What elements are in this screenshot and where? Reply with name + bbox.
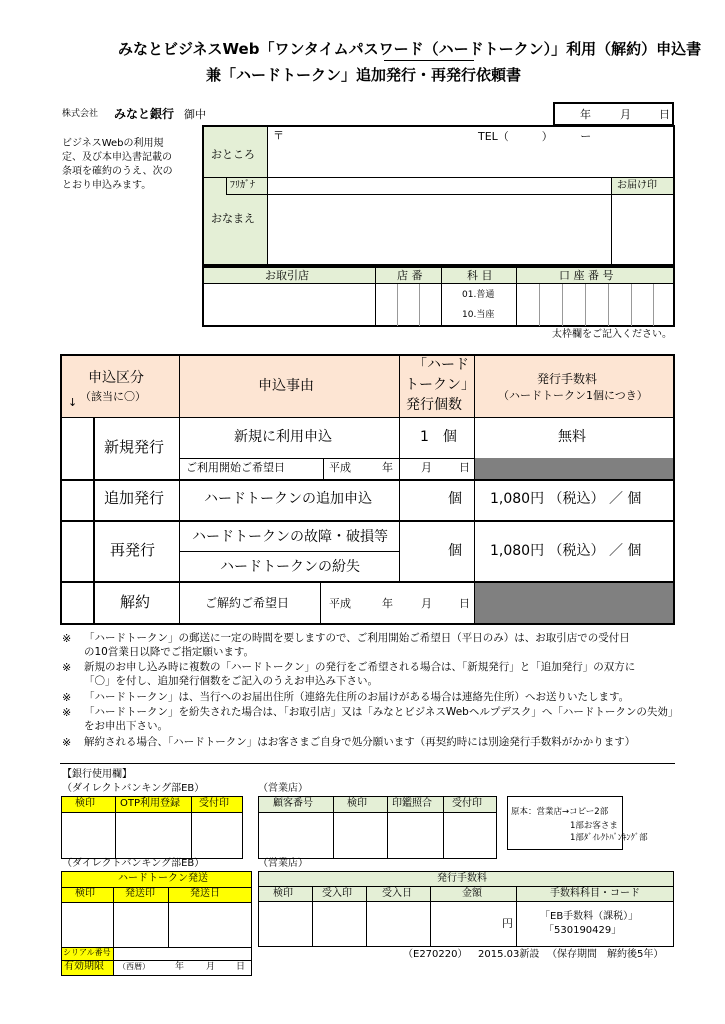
- expiry-year: 年: [175, 962, 185, 972]
- checkbox-add[interactable]: [63, 483, 91, 519]
- new-reason: 新規に利用申込: [234, 429, 332, 445]
- cancel-year: 年: [382, 597, 393, 610]
- dept2-col-ship-date: 発送日: [190, 888, 220, 899]
- fee-col-receive-seal: 受入印: [322, 888, 352, 899]
- retention: （保存期間 解約後5年）: [547, 949, 664, 960]
- reissue-reason-damage: ハードトークンの故障・破損等: [192, 529, 388, 545]
- subject-option-current[interactable]: 10.当座: [462, 310, 495, 320]
- cancel-month: 月: [421, 597, 432, 610]
- date-field[interactable]: [553, 102, 674, 126]
- routing-line2: 1部お客さま: [570, 821, 618, 831]
- branch2-label: （営業店）: [258, 858, 308, 869]
- account-no-label: 口 座 番 号: [559, 269, 614, 282]
- start-date-label: ご利用開始ご希望日: [186, 461, 285, 474]
- reissue-count-input[interactable]: [402, 524, 446, 580]
- cancel-day: 日: [459, 597, 470, 610]
- furigana-input[interactable]: [270, 179, 608, 193]
- name-input[interactable]: [270, 196, 608, 264]
- branch1-col-inspect: 検印: [347, 798, 367, 809]
- address-label: おところ: [211, 148, 255, 161]
- checkbox-cancel[interactable]: [63, 585, 91, 623]
- serial-label: シリアル番号: [63, 948, 111, 957]
- checkbox-reissue[interactable]: [63, 524, 91, 580]
- fee-item-code: 「530190429」: [544, 925, 622, 936]
- fee-item-name: 「EB手数料（課税）」: [540, 911, 639, 922]
- established: 2015.03新設: [478, 949, 540, 960]
- branch1-label: （営業店）: [258, 783, 308, 794]
- dept1-col-inspect: 検印: [75, 798, 95, 809]
- add-count-unit: 個: [448, 491, 462, 507]
- date-day-label: 日: [659, 108, 670, 121]
- fee-col-item-code: 手数料科目・コード: [550, 888, 640, 899]
- date-month-label: 月: [620, 108, 631, 121]
- dept1-col-otp: OTP利用登録: [120, 798, 181, 809]
- checkbox-new[interactable]: [63, 420, 91, 478]
- bank-use-title: 【銀行使用欄】: [62, 769, 132, 780]
- new-fee: 無料: [558, 429, 586, 445]
- fee-header-sub: （ハードトークン1個につき）: [498, 389, 648, 402]
- divider: [60, 763, 675, 764]
- start-year: 年: [382, 461, 393, 474]
- branch1-col-receipt: 受付印: [452, 798, 482, 809]
- reissue-count-unit: 個: [448, 543, 462, 559]
- routing-line3: 1部ﾀﾞｲﾚｸﾄﾊﾞﾝｷﾝｸﾞ部: [570, 833, 648, 843]
- bank-name: みなと銀行: [114, 107, 175, 121]
- title-underline: [384, 60, 474, 61]
- form-code: （E270220）: [403, 949, 468, 960]
- form-title-line2: 兼「ハードトークン」追加発行・再発行依頼書: [206, 66, 522, 84]
- required-note: 太枠欄をご記入ください。: [552, 329, 672, 340]
- seal-area[interactable]: [613, 196, 673, 264]
- reissue-reason-loss: ハードトークンの紛失: [220, 559, 360, 575]
- dept2-col-inspect: 検印: [75, 888, 95, 899]
- furigana-label: ﾌﾘｶﾞﾅ: [230, 180, 255, 191]
- dept1-label: （ダイレクトバンキング部EB）: [62, 783, 205, 794]
- add-fee: 1,080円 （税込） ／ 個: [490, 491, 642, 507]
- new-label: 新規発行: [104, 438, 165, 456]
- form-title-line1: みなとビジネスWeb「ワンタイムパスワード（ハードトークン）」利用（解約）申込書: [118, 40, 702, 58]
- category-header: 申込区分: [88, 370, 144, 386]
- name-label: おなまえ: [211, 212, 255, 225]
- count-header-3: 発行個数: [406, 397, 462, 413]
- seal-label: お届け印: [617, 180, 657, 191]
- subject-label: 科 目: [467, 269, 493, 282]
- fee-table-title: 発行手数料: [437, 873, 487, 884]
- expiry-label: 有効期限: [64, 961, 104, 972]
- tel-label: TEL（ ） ー: [478, 130, 592, 143]
- down-arrow-icon: ↓: [68, 396, 78, 409]
- reissue-fee: 1,080円 （税込） ／ 個: [490, 543, 642, 559]
- company-prefix: 株式会社: [62, 109, 99, 119]
- category-header-sub: （該当に〇）: [80, 390, 146, 403]
- expiry-day: 日: [236, 962, 246, 972]
- fee-col-receive-date: 受入日: [382, 888, 412, 899]
- expiry-era: （西暦）: [118, 962, 150, 971]
- dept2-label: （ダイレクトバンキング部EB）: [62, 858, 205, 869]
- postal-mark: 〒: [273, 129, 284, 142]
- date-year-label: 年: [580, 108, 591, 121]
- start-day: 日: [459, 461, 470, 474]
- count-header-1: 「ハード: [413, 357, 469, 373]
- branch-no-label: 店 番: [397, 269, 423, 282]
- reissue-label: 再発行: [110, 541, 156, 559]
- reason-header: 申込事由: [258, 378, 314, 394]
- new-count: 1 個: [420, 429, 457, 445]
- add-label: 追加発行: [104, 489, 165, 507]
- fee-header: 発行手数料: [537, 372, 598, 386]
- add-reason: ハードトークンの追加申込: [204, 491, 372, 507]
- cancel-date-label: ご解約ご希望日: [205, 596, 290, 610]
- honorific: 御中: [184, 108, 206, 121]
- routing-line1: 原本：営業店→コピー2部: [511, 807, 609, 817]
- cancel-label: 解約: [120, 593, 151, 611]
- subject-option-ordinary[interactable]: 01.普通: [462, 290, 495, 300]
- start-era: 平成: [329, 461, 351, 474]
- start-month: 月: [421, 461, 432, 474]
- add-count-input[interactable]: [402, 483, 446, 519]
- branch-input[interactable]: [205, 286, 373, 324]
- fee-col-inspect: 検印: [273, 888, 293, 899]
- branch-no-input[interactable]: [377, 286, 439, 324]
- account-no-input[interactable]: [518, 286, 672, 324]
- branch1-col-seal: 印鑑照合: [392, 798, 432, 809]
- yen-label: 円: [502, 917, 513, 930]
- count-header-2: トークン」: [405, 377, 475, 393]
- cancel-era: 平成: [329, 597, 351, 610]
- dept2-title: ハードトークン発送: [118, 873, 208, 884]
- expiry-month: 月: [206, 962, 216, 972]
- fee-col-amount: 金額: [462, 888, 482, 899]
- branch1-col-customer: 顧客番号: [273, 798, 313, 809]
- dept1-col-receipt: 受付印: [199, 798, 229, 809]
- dept2-col-ship-seal: 発送印: [125, 888, 155, 899]
- branch-label: お取引店: [265, 269, 309, 282]
